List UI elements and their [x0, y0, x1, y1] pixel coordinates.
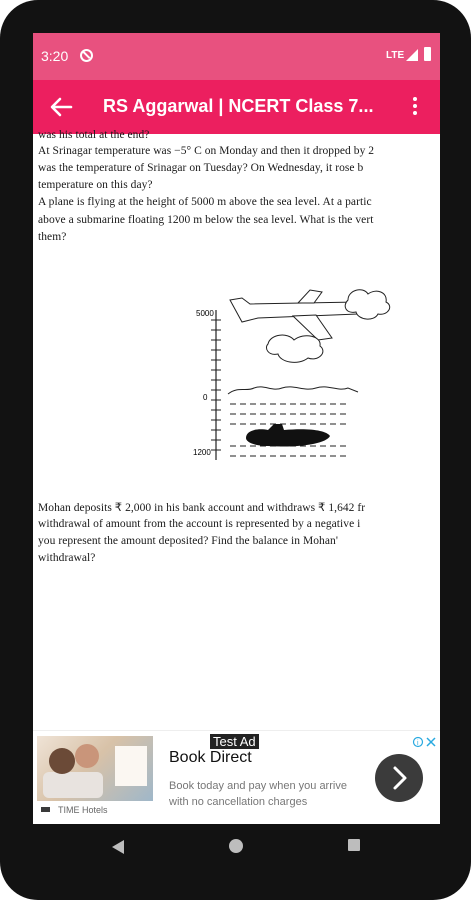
text-line: temperature on this day?: [38, 179, 153, 191]
network-type: LTE: [386, 50, 405, 61]
text-line: above a submarine floating 1200 m below the sea level. What is the vert: [38, 214, 374, 226]
page-title: RS Aggarwal | NCERT Class 7...: [103, 96, 374, 116]
battery-icon: [424, 47, 431, 61]
more-vert-icon[interactable]: [409, 97, 421, 117]
text-line: At Srinagar temperature was −5° C on Monday and then it dropped by 2: [38, 145, 375, 157]
ad-open-button[interactable]: [375, 754, 423, 802]
plane-submarine-figure: [193, 282, 398, 467]
signal-icon: [406, 49, 418, 61]
figure-label-1200: 1200: [193, 448, 211, 457]
status-bar: [33, 33, 440, 80]
ad-banner[interactable]: [33, 730, 440, 824]
ad-choices-icon[interactable]: [413, 736, 437, 748]
screen: [33, 33, 440, 823]
text-line: A plane is flying at the height of 5000 m above the sea level. At a partic: [38, 196, 372, 208]
ad-headline[interactable]: Book Direct: [169, 749, 252, 766]
nav-home-icon[interactable]: [229, 839, 243, 853]
chevron-right-icon: [375, 754, 423, 802]
ad-image[interactable]: [37, 736, 153, 801]
text-line: Mohan deposits ₹ 2,000 in his bank account and withdraws ₹ 1,642 fr: [38, 502, 366, 514]
figure-label-5000: 5000: [196, 309, 214, 318]
svg-text:i: i: [417, 740, 419, 747]
arrow-back-icon[interactable]: [49, 96, 73, 118]
nav-recents-icon[interactable]: [348, 839, 360, 851]
document-content[interactable]: [33, 129, 440, 734]
status-time: 3:20: [41, 48, 69, 64]
text-line: was the temperature of Srinagar on Tuesday? On Wednesday, it rose b: [38, 162, 364, 174]
nav-back-icon[interactable]: [111, 839, 125, 855]
app-bar: [33, 80, 440, 134]
ad-description: Book today and pay when you arrive with no cancellation charges: [169, 780, 347, 808]
text-line: was his total at the end?: [38, 129, 150, 141]
text-line: withdrawal of amount from the account is represented by a negative i: [38, 518, 361, 530]
ad-badge: Test Ad: [210, 734, 259, 749]
system-nav-bar: [0, 823, 471, 900]
do-not-disturb-icon: [80, 49, 93, 62]
brand-logo-icon: [41, 807, 50, 812]
text-line: withdrawal?: [38, 552, 96, 564]
figure-label-zero: 0: [203, 393, 208, 402]
ad-brand: TIME Hotels: [58, 805, 108, 815]
text-line: you represent the amount deposited? Find the balance in Mohan': [38, 535, 338, 547]
text-line: them?: [38, 231, 67, 243]
